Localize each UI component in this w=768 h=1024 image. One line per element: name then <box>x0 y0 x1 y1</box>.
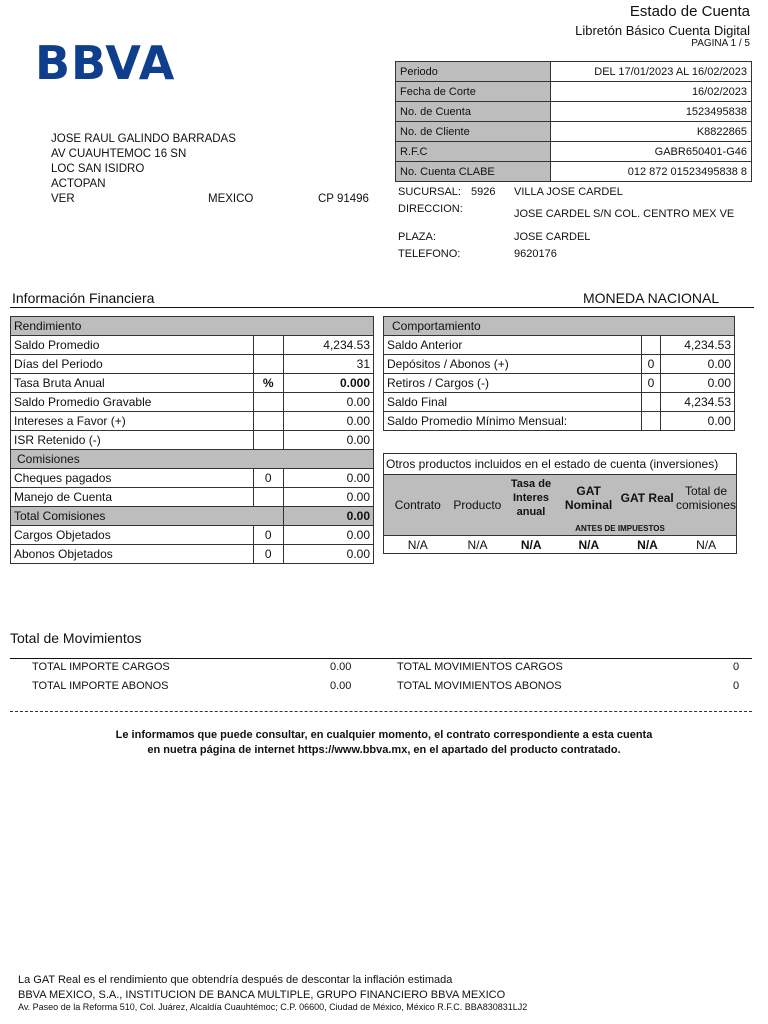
customer-locality: LOC SAN ISIDRO <box>51 163 145 175</box>
customer-name: JOSE RAUL GALINDO BARRADAS <box>51 133 236 145</box>
statement-title: Estado de Cuenta <box>629 3 750 20</box>
value-gat-nominal: N/A <box>578 537 600 552</box>
table-row: Depósitos / Abonos (+) 0 0.00 <box>384 355 735 374</box>
value-gat-real: N/A <box>637 537 658 552</box>
notice-line-1: Le informamos que puede consultar, en cualquier momento, el contrato correspondiente a esta cuenta <box>115 729 653 741</box>
table-row <box>11 336 374 355</box>
inversiones-values <box>384 535 736 553</box>
account-label: Periodo <box>396 62 551 82</box>
bbva-logo: BBVA <box>35 36 176 90</box>
cargos-label: TOTAL IMPORTE CARGOS <box>32 661 170 673</box>
abonos-label: TOTAL IMPORTE ABONOS <box>32 680 169 692</box>
col-gat-nominal: GAT Nominal <box>564 484 613 512</box>
customer-city: ACTOPAN <box>51 178 106 190</box>
product-name: Libretón Básico Cuenta Digital <box>575 23 750 38</box>
mov-abonos-label: TOTAL MOVIMIENTOS ABONOS <box>397 680 562 692</box>
col-gat-real: GAT Real <box>620 491 674 505</box>
row-value: 0.00 <box>283 431 373 450</box>
account-row <box>396 102 752 122</box>
customer-cp: CP 91496 <box>318 193 369 205</box>
direccion-value: JOSE CARDEL S/N COL. CENTRO MEX VE <box>514 208 735 220</box>
account-value: 16/02/2023 <box>551 82 752 102</box>
row-value: 0.00 <box>660 412 734 431</box>
table-row: Abonos Objetados 0 0.00 <box>11 545 374 564</box>
customer-street: AV CUAUHTEMOC 16 SN <box>51 148 187 160</box>
col-tasa: Tasa de Interes anual <box>510 478 552 518</box>
row-value: 0.00 <box>283 545 373 564</box>
currency-label: MONEDA NACIONAL <box>583 290 720 306</box>
account-row <box>396 142 752 162</box>
page-indicator: PAGINA 1 / 5 <box>691 38 750 49</box>
row-value: 0.00 <box>283 393 373 412</box>
mov-abonos-value: 0 <box>733 680 740 692</box>
table-row <box>384 336 735 355</box>
movements-title: Total de Movimientos <box>10 630 142 646</box>
value-contrato: N/A <box>407 537 428 552</box>
comportamiento-table <box>383 316 735 431</box>
inversiones-columns <box>384 475 736 535</box>
row-label: ISR Retenido (-) <box>11 431 254 450</box>
inversiones-title: Otros productos incluidos en el estado de cuenta (inversiones) <box>384 454 736 475</box>
value-tasa: N/A <box>520 537 542 552</box>
branch-info <box>398 184 734 263</box>
movements-divider <box>10 658 752 659</box>
account-value: DEL 17/01/2023 AL 16/02/2023 <box>551 62 752 82</box>
account-value: K8822865 <box>551 122 752 142</box>
table-row: Cargos Objetados 0 0.00 <box>11 526 374 545</box>
row-label: Saldo Promedio Gravable <box>11 393 254 412</box>
account-label: Fecha de Corte <box>396 82 551 102</box>
notice-line-2: en nuetra página de internet https://www.bbva.mx, en el apartado del producto contratado. <box>147 744 621 756</box>
row-value: 0.00 <box>283 526 373 545</box>
row-value: 0.00 <box>283 412 373 431</box>
abonos-value: 0.00 <box>330 680 352 692</box>
value-total-comisiones: N/A <box>696 537 717 552</box>
table-row <box>384 412 735 431</box>
col-producto: Producto <box>453 498 502 512</box>
row-value: 0.00 <box>283 488 373 507</box>
row-value: 0.000 <box>283 374 373 393</box>
row-label: Depósitos / Abonos (+) <box>384 355 642 374</box>
account-label: No. Cuenta CLABE <box>396 162 551 182</box>
total-comisiones-value: 0.00 <box>283 507 373 526</box>
row-label: Tasa Bruta Anual <box>11 374 254 393</box>
gat-note: La GAT Real es el rendimiento que obtendría después de descontar la inflación estimada <box>18 974 453 986</box>
account-row <box>396 122 752 142</box>
table-row: Retiros / Cargos (-) 0 0.00 <box>384 374 735 393</box>
customer-state: VER <box>51 193 75 205</box>
account-label: No. de Cuenta <box>396 102 551 122</box>
rendimiento-table <box>10 316 374 564</box>
customer-country: MEXICO <box>208 193 254 205</box>
row-value: 0.00 <box>660 374 734 393</box>
rendimiento-header: Rendimiento <box>11 317 374 336</box>
row-label: Saldo Anterior <box>384 336 642 355</box>
row-label: Abonos Objetados <box>11 545 254 564</box>
value-producto: N/A <box>467 537 488 552</box>
table-row <box>11 488 374 507</box>
table-row <box>11 355 374 374</box>
account-row <box>396 62 752 82</box>
row-label: Cargos Objetados <box>11 526 254 545</box>
comisiones-header: Comisiones <box>11 450 374 469</box>
row-label: Saldo Final <box>384 393 642 412</box>
account-value: GABR650401-G46 <box>551 142 752 162</box>
row-label: Retiros / Cargos (-) <box>384 374 642 393</box>
table-row <box>11 431 374 450</box>
col-contrato: Contrato <box>394 498 441 512</box>
table-row: Cheques pagados 0 0.00 <box>11 469 374 488</box>
total-comisiones-label: Total Comisiones <box>11 507 284 526</box>
row-value: 4,234.53 <box>660 336 734 355</box>
row-label: Cheques pagados <box>11 469 254 488</box>
account-label: R.F.C <box>396 142 551 162</box>
col-total-comisiones: Total de comisiones <box>676 484 737 512</box>
table-row <box>384 393 735 412</box>
company-name: BBVA MEXICO, S.A., INSTITUCION DE BANCA MULTIPLE, GRUPO FINANCIERO BBVA MEXICO <box>18 989 506 1001</box>
table-row <box>11 393 374 412</box>
row-value: 31 <box>283 355 373 374</box>
telefono-value: 9620176 <box>514 248 557 260</box>
plaza-value: JOSE CARDEL <box>514 231 591 243</box>
telefono-label: TELEFONO: <box>398 248 461 260</box>
cargos-value: 0.00 <box>330 661 352 673</box>
row-value: 4,234.53 <box>283 336 373 355</box>
financial-info-title: Información Financiera <box>12 290 155 306</box>
row-value: 4,234.53 <box>660 393 734 412</box>
mov-cargos-value: 0 <box>733 661 740 673</box>
inversiones-box <box>383 453 737 554</box>
account-value: 012 872 01523495838 8 <box>551 162 752 182</box>
plaza-label: PLAZA: <box>398 231 436 243</box>
sucursal-label: SUCURSAL: <box>398 186 461 198</box>
table-row <box>11 412 374 431</box>
row-label: Manejo de Cuenta <box>11 488 254 507</box>
antes-impuestos-note: ANTES DE IMPUESTOS <box>575 524 665 533</box>
comportamiento-header: Comportamiento <box>384 317 735 336</box>
mov-cargos-label: TOTAL MOVIMIENTOS CARGOS <box>397 661 563 673</box>
company-address: Av. Paseo de la Reforma 510, Col. Juárez, Alcaldía Cuauhtémoc; C.P. 06600, Ciudad de México, México R.F.C. BBA830831LJ2 <box>18 1002 528 1012</box>
sucursal-number: 5926 <box>471 186 496 198</box>
row-value: 0.00 <box>660 355 734 374</box>
row-label: Intereses a Favor (+) <box>11 412 254 431</box>
section-divider <box>10 307 754 308</box>
account-info-table <box>395 61 752 182</box>
account-label: No. de Cliente <box>396 122 551 142</box>
account-row <box>396 82 752 102</box>
dashed-separator <box>10 711 752 712</box>
table-row: Tasa Bruta Anual % 0.000 <box>11 374 374 393</box>
row-label: Saldo Promedio Mínimo Mensual: <box>384 412 642 431</box>
row-label: Días del Periodo <box>11 355 254 374</box>
row-value: 0.00 <box>283 469 373 488</box>
row-label: Saldo Promedio <box>11 336 254 355</box>
account-row <box>396 162 752 182</box>
direccion-label: DIRECCION: <box>398 203 463 215</box>
account-value: 1523495838 <box>551 102 752 122</box>
sucursal-name: VILLA JOSE CARDEL <box>514 186 623 198</box>
